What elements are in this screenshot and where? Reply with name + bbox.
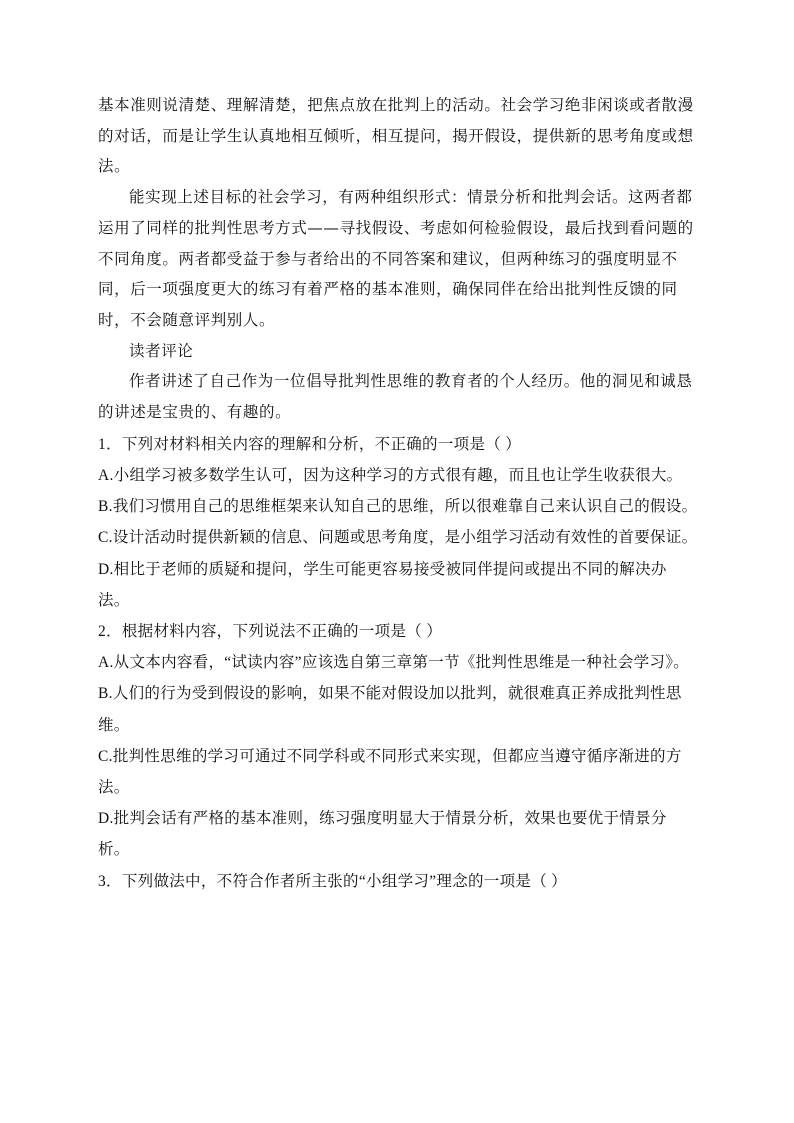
question-3-stem: 3．下列做法中，不符合作者所主张的“小组学习”理念的一项是（ ） [98,872,567,890]
question-1-option-d: D.相比于老师的质疑和提问，学生可能更容易接受被同伴提问或提出不同的解决办法。 [98,560,667,609]
reader-review-heading: 读者评论 [129,341,194,360]
question-2 [98,616,698,866]
question-3 [98,866,698,897]
question-2-option-c: C.批判性思维的学习可通过不同学科或不同形式来实现，但都应当遵守循序渐进的方法。 [98,747,682,796]
document-body [98,90,698,897]
reader-review-text: 作者讲述了自己作为一位倡导批判性思维的教育者的个人经历。他的洞见和诚恳的讲述是宝贵的、有趣的。 [98,372,693,422]
question-2-option-d: D.批判会话有严格的基本准则，练习强度明显大于情景分析，效果也要优于情景分析。 [98,810,667,859]
passage-paragraph-2: 能实现上述目标的社会学习，有两种组织形式：情景分析和批判会话。这两者都运用了同样的批判性思考方式——寻找假设、考虑如何检验假设，最后找到看问题的不同角度。两者都受益于参与者给出的不同答案和建议，但两种练习的强度明显不同，后一项强度更大的练习有着严格的基本准则，确保同伴在给出批判性反馈的同时，不会随意评判别人。 [98,188,694,329]
question-2-stem: 2．根据材料内容，下列说法不正确的一项是（ ） [98,622,443,640]
question-1 [98,429,698,616]
question-1-option-b: B.我们习惯用自己的思维框架来认知自己的思维，所以很难靠自己来认识自己的假设。 [98,498,698,516]
question-1-stem: 1．下列对材料相关内容的理解和分析，不正确的一项是（ ） [98,435,522,453]
question-1-option-a: A.小组学习被多数学生认可，因为这种学习的方式很有趣，而且也让学生收获很大。 [98,466,683,484]
passage-paragraph-1: 基本准则说清楚、理解清楚，把焦点放在批判上的活动。社会学习绝非闲谈或者散漫的对话，而是让学生认真地相互倾听，相互提问，揭开假设，提供新的思考角度或想法。 [98,96,694,176]
question-2-option-b: B.人们的行为受到假设的影响，如果不能对假设加以批判，就很难真正养成批判性思维。 [98,685,682,734]
question-2-option-a: A.从文本内容看，“试读内容”应该选自第三章第一节《批判性思维是一种社会学习》。 [98,654,690,672]
question-1-option-c: C.设计活动时提供新颖的信息、问题或思考角度，是小组学习活动有效性的首要保证。 [98,529,698,547]
